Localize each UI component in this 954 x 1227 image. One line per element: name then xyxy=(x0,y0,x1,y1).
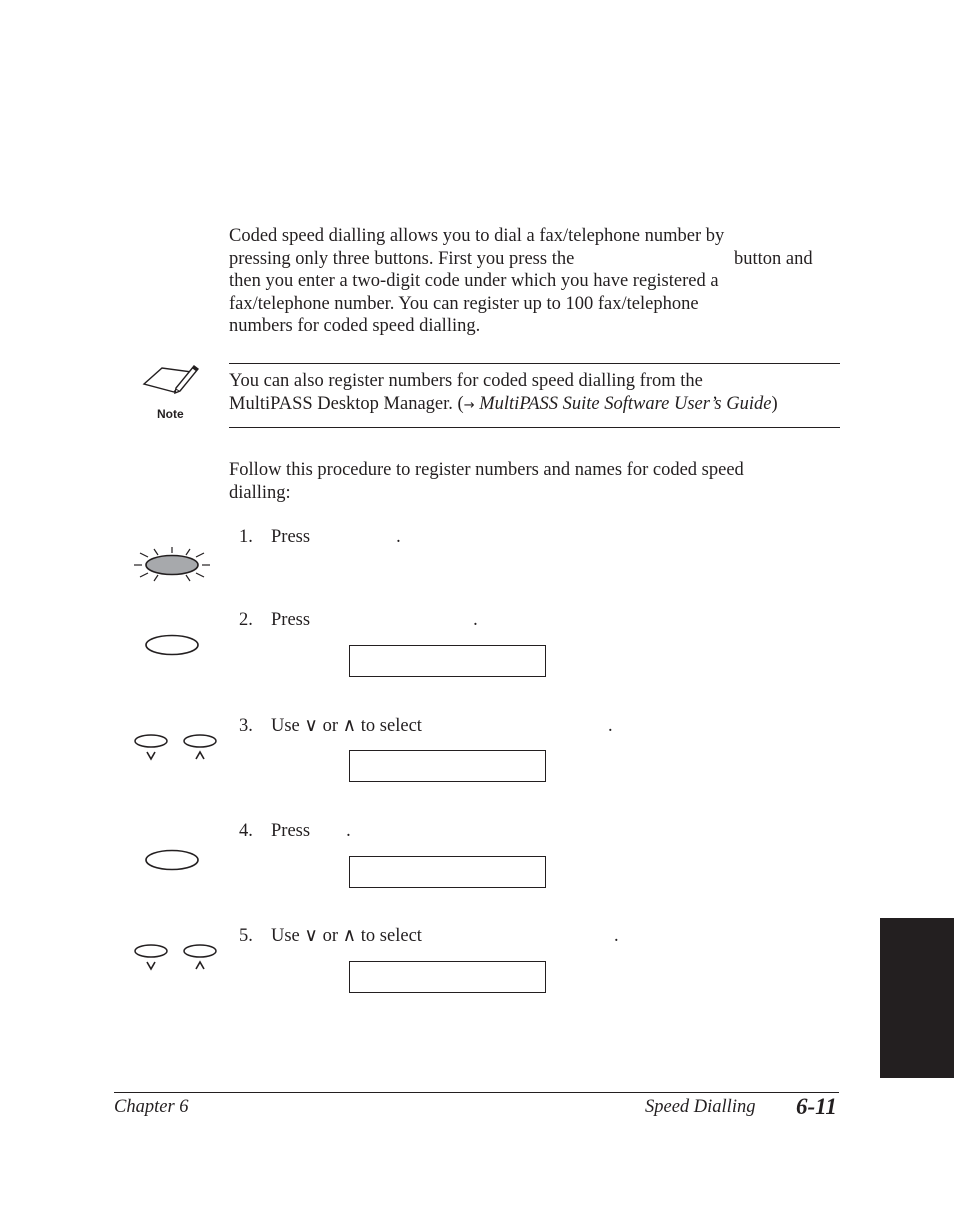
lcd-display-step-5 xyxy=(349,961,546,993)
note-text xyxy=(229,370,841,417)
step-2-text: Press xyxy=(271,610,311,630)
footer-rule xyxy=(114,1092,839,1093)
step-3-use: Use xyxy=(271,716,300,736)
intro-line-2-end: button and xyxy=(734,248,813,269)
intro-line-4: fax/telephone number. You can register up to 100 fax/telephone xyxy=(229,293,699,314)
step-4-end: . xyxy=(346,821,351,841)
note-line-1: You can also register numbers for coded speed dialling from the xyxy=(229,371,703,391)
lit-button-icon xyxy=(132,547,212,583)
note-line-2 xyxy=(229,393,841,418)
intro-line-5: numbers for coded speed dialling. xyxy=(229,316,481,337)
step-5-use: Use xyxy=(271,926,300,946)
step-3-or: or xyxy=(322,716,338,736)
step-1-number: 1. xyxy=(239,527,253,547)
intro-line-3: then you enter a two-digit code under which you have registered a xyxy=(229,271,719,292)
step-4-text: Press xyxy=(271,821,311,841)
procedure-lead-line-1: Follow this procedure to register numbers and names for coded speed xyxy=(229,460,744,480)
note-line-2-text: MultiPASS Desktop Manager. ( xyxy=(229,393,464,414)
step-4 xyxy=(239,820,351,842)
note-top-rule xyxy=(229,363,840,364)
step-3-number: 3. xyxy=(239,716,253,736)
step-5-number: 5. xyxy=(239,926,253,946)
intro-paragraph xyxy=(229,225,849,338)
procedure-lead xyxy=(229,459,849,504)
step-5-select: to select xyxy=(360,926,422,946)
guide-title: MultiPASS Suite Software User’s Guide xyxy=(474,393,772,414)
page-number: 6-11 xyxy=(796,1094,837,1119)
oval-button-icon xyxy=(144,634,200,658)
step-2-number: 2. xyxy=(239,610,253,630)
step-2 xyxy=(239,609,478,631)
step-3-end: . xyxy=(607,716,613,736)
intro-line-1: Coded speed dialling allows you to dial a fax/telephone number by xyxy=(229,226,725,246)
lcd-display-step-2 xyxy=(349,645,546,677)
note-label: Note xyxy=(157,407,184,421)
up-arrow-icon: ∧ xyxy=(342,925,357,946)
note-bottom-rule xyxy=(229,427,840,428)
step-3-select: to select xyxy=(360,716,422,736)
lcd-display-step-4 xyxy=(349,856,546,888)
step-5 xyxy=(239,925,619,947)
procedure-lead-line-2: dialling: xyxy=(229,482,291,503)
arrow-right-icon: → xyxy=(463,397,475,413)
arrow-buttons-icon xyxy=(132,733,220,763)
step-5-or: or xyxy=(322,926,338,946)
step-1-text: Press xyxy=(271,527,311,547)
step-5-end: . xyxy=(613,926,619,946)
footer-chapter: Chapter 6 xyxy=(114,1097,189,1117)
arrow-buttons-icon xyxy=(132,943,220,973)
down-arrow-icon: ∨ xyxy=(304,925,318,946)
footer-section: Speed Dialling xyxy=(645,1097,756,1117)
up-arrow-icon: ∧ xyxy=(342,715,357,736)
note-pencil-icon xyxy=(140,362,202,402)
note-line-2-end: ) xyxy=(771,393,778,414)
step-1 xyxy=(239,526,401,548)
step-1-end: . xyxy=(396,527,401,547)
oval-button-icon xyxy=(144,849,200,873)
intro-line-2: pressing only three buttons. First you press the xyxy=(229,248,575,269)
chapter-thumb-tab xyxy=(880,918,954,1078)
step-3 xyxy=(239,715,613,737)
down-arrow-icon: ∨ xyxy=(304,715,318,736)
step-4-number: 4. xyxy=(239,821,253,841)
lcd-display-step-3 xyxy=(349,750,546,782)
step-2-end: . xyxy=(473,610,478,630)
